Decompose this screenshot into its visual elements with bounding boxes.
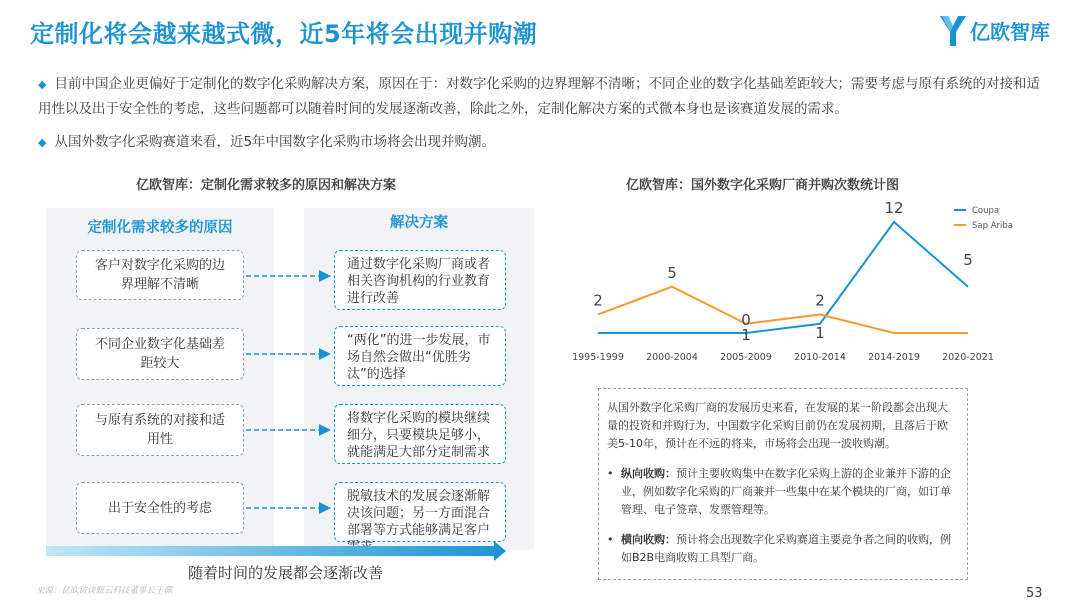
logo-mark-icon [938, 12, 968, 48]
x-tick-label: 2020-2021 [942, 352, 994, 363]
solution-box-3: 将数字化采购的模块继续细分，只要模块足够小，就能满足大部分定制需求 [334, 404, 506, 464]
left-section-title: 亿欧智库：定制化需求较多的原因和解决方案 [136, 178, 397, 193]
data-label: 12 [884, 199, 904, 217]
reason-box-3: 与原有系统的对接和适用性 [76, 404, 244, 456]
reasons-header: 定制化需求较多的原因 [87, 220, 233, 236]
x-tick-label: 2010-2014 [794, 352, 846, 363]
reason-box-4: 出于安全性的考虑 [76, 482, 244, 534]
note-item-horizontal-label: 横向收购： [621, 533, 676, 546]
dot-bullet-icon: • [607, 467, 614, 480]
diamond-bullet-icon: ◆ [38, 136, 47, 149]
connector-arrows [0, 0, 540, 580]
bullet-2-text: 从国外数字化采购赛道来看，近5年中国数字化采购市场将会出现并购潮。 [54, 134, 496, 150]
logo [938, 12, 1068, 52]
reason-box-2: 不同企业数字化基础差距较大 [76, 328, 244, 380]
solution-box-4: 脱敏技术的发展会逐渐解决该问题；另一方面混合部署等方式能够满足客户 [334, 482, 506, 542]
page-number: 53 [1026, 586, 1043, 601]
legend-label: Sap Ariba [972, 221, 1013, 231]
x-tick-label: 1995-1999 [572, 352, 624, 363]
series-line-coupa [598, 222, 968, 333]
dot-bullet-icon: • [607, 533, 614, 546]
x-tick-label: 2005-2009 [720, 352, 772, 363]
note-item-horizontal [607, 531, 953, 567]
data-label: 0 [741, 311, 751, 329]
logo-text: 亿欧智库 [970, 20, 1050, 44]
reason-box-1: 客户对数字化采购的边界理解不清晰 [76, 250, 244, 300]
solution-box-1: 通过数字化采购厂商或者相关咨询机构的行业教育进行改善 [334, 250, 506, 310]
data-label: 5 [667, 263, 677, 282]
data-label: 2 [815, 291, 825, 310]
note-intro: 从国外数字化采购厂商的发展历史来看，在发展的某一阶段都会出现大量的投资和并购行为，中国数字化采购目前仍在发展初期，且落后于欧美5-10年，预计在不远的将来，市场将会出现一波收购潮。 [607, 401, 948, 450]
x-tick-label: 2000-2004 [646, 352, 698, 363]
diamond-bullet-icon: ◆ [38, 78, 47, 91]
right-section-title: 亿欧智库：国外数字化采购厂商并购次数统计图 [626, 178, 900, 193]
bullet-1-text: 目前中国企业更偏好于定制化的数字化采购解决方案，原因在于：对数字化采购的边界理解不清晰；不同企业的数字化基础差距较大；需要考虑与原有系统的对接和适用性以及出于安全性的考虑，这些问题都可以随着时间的发展逐渐改善，除此之外，定制化解决方案的式微本身也是该赛道发展的需求。 [38, 76, 1040, 117]
series-line-sap-ariba [598, 287, 968, 333]
timeline-arrow [46, 541, 506, 561]
page-title: 定制化将会越来越式微，近5年将会出现并购潮 [30, 20, 538, 48]
note-item-vertical-label: 纵向收购： [621, 467, 676, 480]
timeline-label: 随着时间的发展都会逐渐改善 [188, 564, 384, 582]
source-note: 来源：亿欧访谈甄云科技董事长王佩 [36, 586, 173, 596]
note-item-horizontal-text: 预计将会出现数字化采购赛道主要竞争者之间的收购，例如B2B电商收购工具型厂商。 [621, 533, 951, 564]
note-item-vertical [607, 465, 953, 519]
note-item-vertical-text: 预计主要收购集中在数字化采购上游的企业兼并下游的企业，例如数字化采购的厂商兼并一些集中在某个模块的厂商，如订单管理、电子签章、发票管理等。 [621, 467, 951, 516]
data-label: 2 [593, 291, 603, 310]
note-box [598, 388, 968, 580]
solutions-header: 解决方案 [390, 215, 448, 231]
x-tick-label: 2014-2019 [868, 352, 920, 363]
legend-label: Coupa [972, 206, 1000, 216]
data-label: 1 [815, 323, 825, 342]
data-label: 5 [963, 250, 973, 269]
solution-box-2: “两化”的进一步发展，市场自然会做出“优胜劣汰”的选择 [334, 326, 506, 386]
data-label: 1 [741, 325, 751, 344]
